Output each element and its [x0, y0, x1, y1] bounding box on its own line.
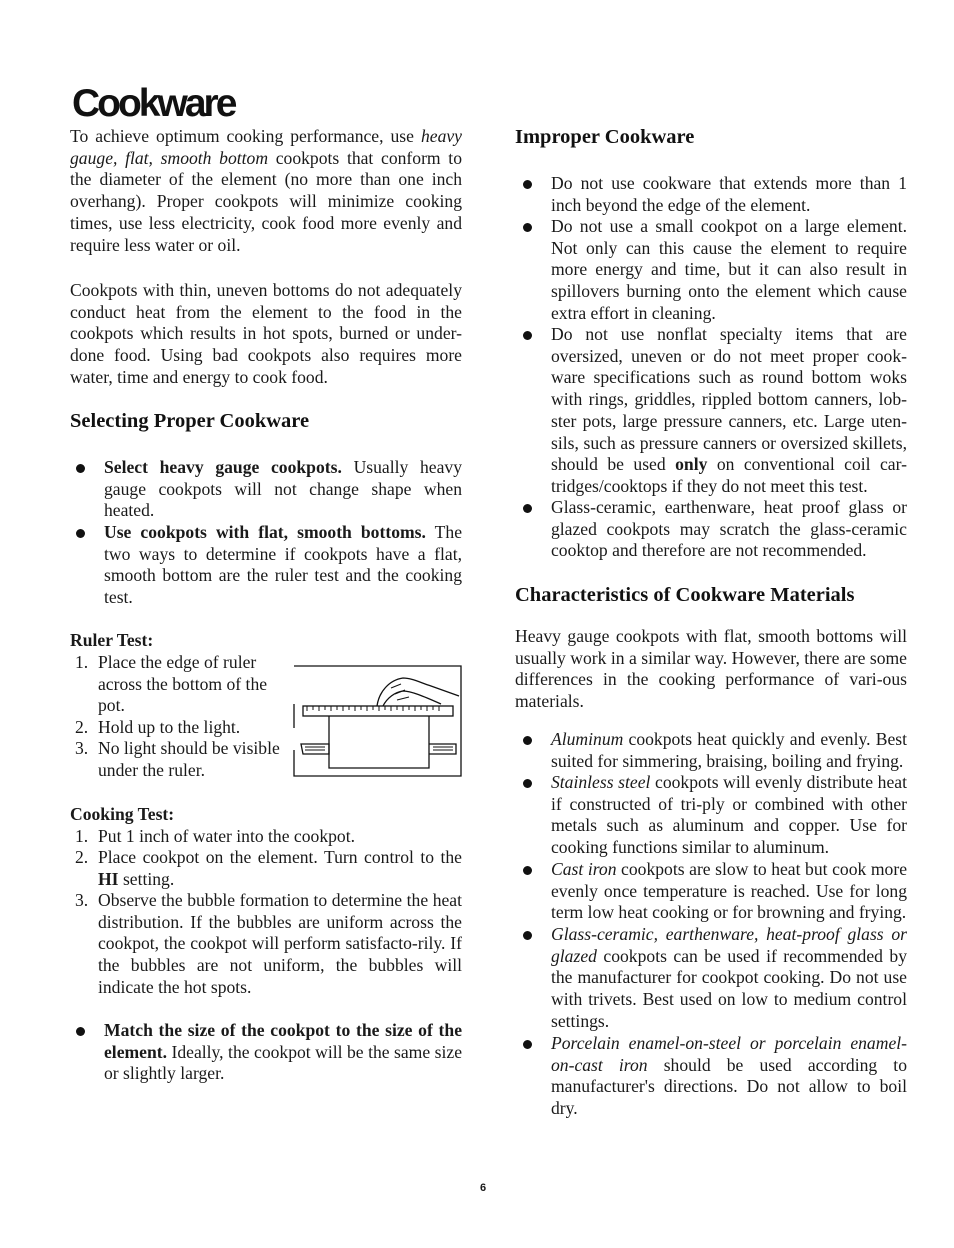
list-item — [523, 924, 907, 1033]
list-item — [523, 497, 907, 562]
list-item — [523, 729, 907, 772]
item-bold: HI — [98, 868, 119, 889]
intro-text-rest: cookpots that conform to the diameter of the element (no more than one inch overhang). Proper cookpots will minimize cooking times, use less electricity, cook food more evenly and require less water or oil. — [70, 147, 462, 255]
bullet-icon — [523, 1040, 532, 1049]
bullet-text: Do not use a small cookpot on a large element. Not only can this cause the element to require more energy and time, but it can also result in spillovers burning onto the element which cause extra effort in cleaning. — [551, 216, 907, 323]
item-number: 3. — [75, 738, 89, 758]
page-number: 6 — [480, 1182, 487, 1194]
item-number: 3. — [75, 890, 89, 910]
bullet-text: Usually heavy gauge cookpots will not change shape when heated. — [104, 457, 462, 521]
bullet-text: Do not use cookware that extends more than 1 inch beyond the edge of the element. — [551, 173, 907, 215]
list-item — [76, 1020, 462, 1085]
list-item — [70, 717, 280, 739]
bullet-text: Ideally, the cookpot will be the same size or slightly larger. — [104, 1041, 462, 1084]
bullet-text: Glass-ceramic, earthenware, heat proof glass or glazed cookpots may scratch the glass-ceramic cooktop and therefore are not recommended. — [551, 497, 907, 561]
bullet-text: cookpots can be used if recommended by the manufacturer for cookpot cooking. Do not use with trivets. Best used on low to medium control settings. — [551, 945, 907, 1031]
list-item — [523, 173, 907, 216]
item-text-end: setting. — [118, 868, 175, 889]
intro-text: To achieve optimum cooking performance, use — [70, 126, 421, 146]
intro-paragraph-1 — [70, 126, 462, 256]
characteristics-heading: Characteristics of Cookware Materials — [515, 584, 855, 606]
bullet-text: cookpots are slow to heat but cook more evenly once temperature is reached. Use for long term low heat cooking or for browning and frying. — [551, 859, 907, 923]
item-text: No light should be visible under the ruler. — [98, 738, 280, 780]
bullet-icon — [76, 1027, 85, 1036]
material-name: Porcelain enamel-on-steel or porcelain enamel-on-cast iron — [551, 1033, 907, 1075]
bullet-bold: only — [675, 454, 708, 475]
bullet-bold: Select heavy gauge cookpots. — [104, 457, 342, 477]
bullet-text-end: on conventional coil car-tridges/cooktops if they do not meet this test. — [551, 454, 907, 496]
item-text: Place the edge of ruler across the bottom of the pot. — [98, 652, 268, 716]
bullet-bold: Use cookpots with flat, smooth bottoms. — [104, 522, 426, 542]
item-number: 2. — [75, 847, 89, 867]
list-item — [70, 847, 462, 890]
bullet-icon — [523, 866, 532, 875]
bullet-text: cookpots will evenly distribute heat if constructed of tri-ply or combined with other metals such as aluminum and copper. Use for cooking functions similar to aluminum. — [551, 772, 907, 858]
characteristics-intro: Heavy gauge cookpots with flat, smooth bottoms will usually work in a similar way. However, there are some differences in the cooking performance of vari-ous materials. — [515, 626, 907, 712]
bullet-bold: Match the size of the cookpot to the size of the element. — [104, 1020, 462, 1062]
bullet-text: The two ways to determine if cookpots have a flat, smooth bottom are the ruler test and the cooking test. — [104, 522, 462, 608]
list-item — [523, 324, 907, 498]
list-item — [523, 859, 907, 924]
list-item — [523, 216, 907, 325]
bullet-icon — [523, 180, 532, 189]
ruler-test-heading: Ruler Test: — [70, 630, 154, 650]
item-text: Put 1 inch of water into the cookpot. — [98, 826, 356, 846]
item-text: Place cookpot on the element. Turn control to the — [98, 847, 462, 867]
list-item — [76, 522, 462, 609]
bullet-icon — [76, 529, 85, 538]
list-item — [70, 652, 280, 717]
bullet-icon — [523, 331, 532, 340]
ruler-test-illustration — [291, 664, 463, 778]
list-item — [70, 826, 462, 848]
bullet-icon — [523, 223, 532, 232]
intro-emphasis: heavy gauge, flat, smooth bottom — [70, 126, 462, 168]
material-name: Stainless steel — [551, 772, 651, 792]
item-number: 2. — [75, 717, 89, 737]
intro-paragraph-2: Cookpots with thin, uneven bottoms do not adequately conduct heat from the element to the food in the cookpots which results in hot spots, burned or under-done food. Using bad cookpots also requires more water, time and energy to cook food. — [70, 280, 462, 387]
bullet-icon — [523, 779, 532, 788]
list-item — [70, 738, 282, 781]
list-item — [523, 1033, 907, 1120]
material-name: Aluminum — [551, 729, 624, 749]
page-title: Cookware — [72, 82, 235, 126]
bullet-text: cookpots heat quickly and evenly. Best suited for simmering, braising, boiling and frying. — [551, 729, 907, 771]
selecting-heading: Selecting Proper Cookware — [70, 410, 310, 432]
list-item — [70, 890, 462, 999]
cooking-test-heading: Cooking Test: — [70, 804, 175, 824]
item-text: Observe the bubble formation to determine the heat distribution. If the bubbles are uniform across the cookpot, the cookpot will perform satisfacto-rily. If the bubbles are not uniform, the bubbles will indicate the hot spots. — [98, 890, 462, 997]
list-item — [523, 772, 907, 859]
bullet-text: Do not use nonflat specialty items that are oversized, uneven or do not meet proper cook-ware specifications such as round bottom woks with rings, griddles, rippled bottom canners, lob-ster pots, large pressure canners, etc. Large uten-sils, such as pressure canners or oversized skillets, should be used — [551, 324, 907, 475]
improper-heading: Improper Cookware — [515, 126, 695, 148]
bullet-icon — [76, 464, 85, 473]
material-name: Cast iron — [551, 859, 617, 879]
item-number: 1. — [75, 652, 89, 672]
bullet-icon — [523, 504, 532, 513]
item-number: 1. — [75, 826, 89, 846]
bullet-icon — [523, 736, 532, 745]
bullet-icon — [523, 931, 532, 940]
list-item — [76, 457, 462, 522]
material-name: Glass-ceramic, earthenware, heat-proof glass or glazed — [551, 924, 907, 966]
item-text: Hold up to the light. — [98, 717, 241, 737]
bullet-text: should be used according to manufacturer's directions. Do not allow to boil dry. — [551, 1054, 907, 1119]
